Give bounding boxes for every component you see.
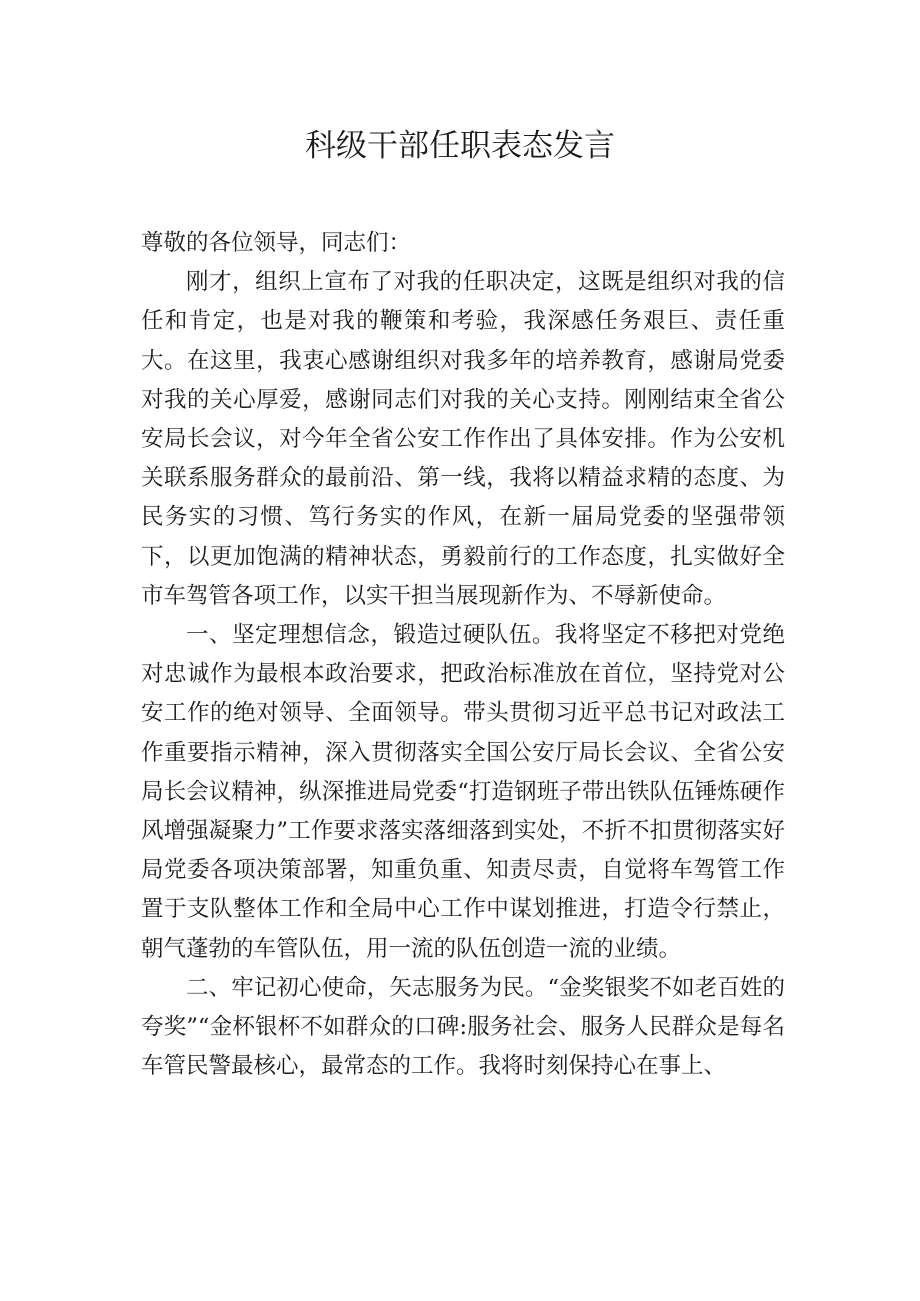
document-title: 科级干部任职表态发言 [305,128,615,164]
paragraph-section-1: 一、坚定理想信念，锻造过硬队伍。我将坚定不移把对党绝对忠诚作为最根本政治要求，把政治标准放在首位，坚持党对公安工作的绝对领导、全面领导。带头贯彻习近平总书记对政法工作重要指示精神，深入贯彻落实全国公安厅局长会议、全省公安局长会议精神，纵深推进局党委“打造钢班子带出铁队伍锤炼硬作风增强凝聚力”工作要求落实落细落到实处，不折不扣贯彻落实好局党委各项决策部署，知重负重、知责尽责，自觉将车驾管工作置于支队整体工作和全局中心工作中谋划推进，打造令行禁止，朝气蓬勃的车管队伍，用一流的队伍创造一流的业绩。 [141,622,785,962]
salutation: 尊敬的各位领导，同志们： [141,230,412,256]
paragraph-section-2: 二、牢记初心使命，矢志服务为民。“金奖银奖不如老百姓的夸奖”“金杯银杯不如群众的口碑:服务社会、服务人民群众是每名车管民警最核心，最常态的工作。我将时刻保持心在事上、 [141,974,785,1080]
document-body [141,224,785,1086]
paragraph-intro: 刚才，组织上宣布了对我的任职决定，这既是组织对我的信任和肯定，也是对我的鞭策和考验，我深感任务艰巨、责任重大。在这里，我衷心感谢组织对我多年的培养教育，感谢局党委对我的关心厚爱，感谢同志们对我的关心支持。刚刚结束全省公安局长会议，对今年全省公安工作作出了具体安排。作为公安机关联系服务群众的最前沿、第一线，我将以精益求精的态度、为民务实的习惯、笃行务实的作风，在新一届局党委的坚强带领下，以更加饱满的精神状态，勇毅前行的工作态度，扎实做好全市车驾管各项工作，以实干担当展现新作为、不辱新使命。 [141,269,785,609]
